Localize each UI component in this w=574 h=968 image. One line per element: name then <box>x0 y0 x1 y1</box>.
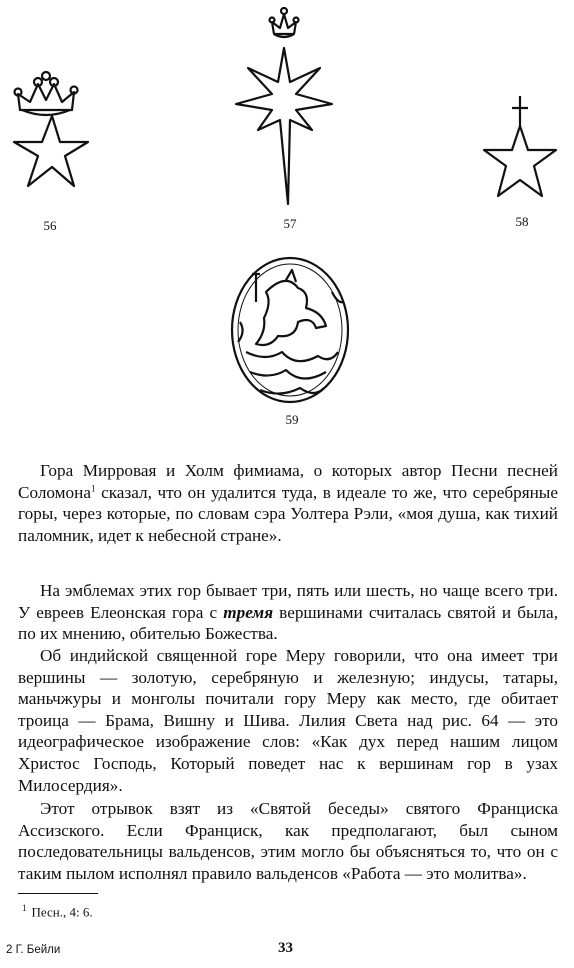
paragraph-1-text-b: сказал, что он удалится туда, в идеале то же, что серебряные горы, через которые, по словам сэра Уолтера Рэли, «моя душа, как тихий паломник, идет к небесной стране». <box>18 482 558 545</box>
footnote-text: Песн., 4: 6. <box>31 904 93 920</box>
seal-icon <box>226 252 356 412</box>
tall-star-icon <box>222 4 342 216</box>
paragraph-4-text: Этот отрывок взят из «Святой беседы» святого Франциска Ассизского. Если Франциск, как предполагают, был сыном последовательницы вальденсов, этим могло бы объясняться то, что он с таким пылом исполнял правило вальденсов «Работа — это молитва». <box>18 799 558 883</box>
paragraph-2-text-a: На эмблемах этих гор бывает три, пять или шесть, но чаще всего три. У евреев Елеонская гора с <box>18 581 558 622</box>
paragraph-mount-meru <box>18 645 558 796</box>
figure-56-label: 56 <box>43 218 57 233</box>
figure-57-crowned-star <box>222 4 342 216</box>
cross-star-icon <box>478 94 568 214</box>
figure-57-label: 57 <box>283 216 297 231</box>
footnote-ref: 1 <box>90 482 96 493</box>
paragraph-francis <box>18 798 558 884</box>
paragraph-mountain-myrrh <box>18 460 558 546</box>
crowned-star-icon <box>8 70 98 220</box>
figure-59-label: 59 <box>285 412 299 427</box>
paragraph-3-text: Об индийской священной горе Меру говорили, что она имеет три вершины — золотую, серебряную и железную; индусы, татары, маньчжуры и монголы почитали гору Меру как место, где обитает троица — Брама, Вишну и Шива. Лилия Света над рис. 64 — это идеографическое изображение слов: «Как дух перед нашим лицом Христос Господь, Который поведет нас к вершинам гор в узах Милосердия». <box>18 646 558 795</box>
figure-58-star-with-cross <box>478 94 568 214</box>
footnote-divider <box>18 893 98 894</box>
paragraph-1-text-a: Гора Мирровая и Холм фимиама, о которых автор Песни песней Соломона <box>18 461 558 502</box>
figure-59-seal <box>226 252 356 412</box>
footnote <box>22 903 93 920</box>
footnote-mark: 1 <box>22 903 27 913</box>
emphasis-three: тремя <box>223 602 274 622</box>
page-number: 33 <box>278 940 293 956</box>
signature-mark: 2 Г. Бейли <box>6 944 61 956</box>
paragraph-2-text-b: вершинами считалась святой и была, по их мнению, обителью Божества. <box>18 602 558 644</box>
figure-56-crowned-star <box>8 70 98 220</box>
paragraph-emblems-three <box>18 580 558 645</box>
figure-58-label: 58 <box>515 214 529 229</box>
